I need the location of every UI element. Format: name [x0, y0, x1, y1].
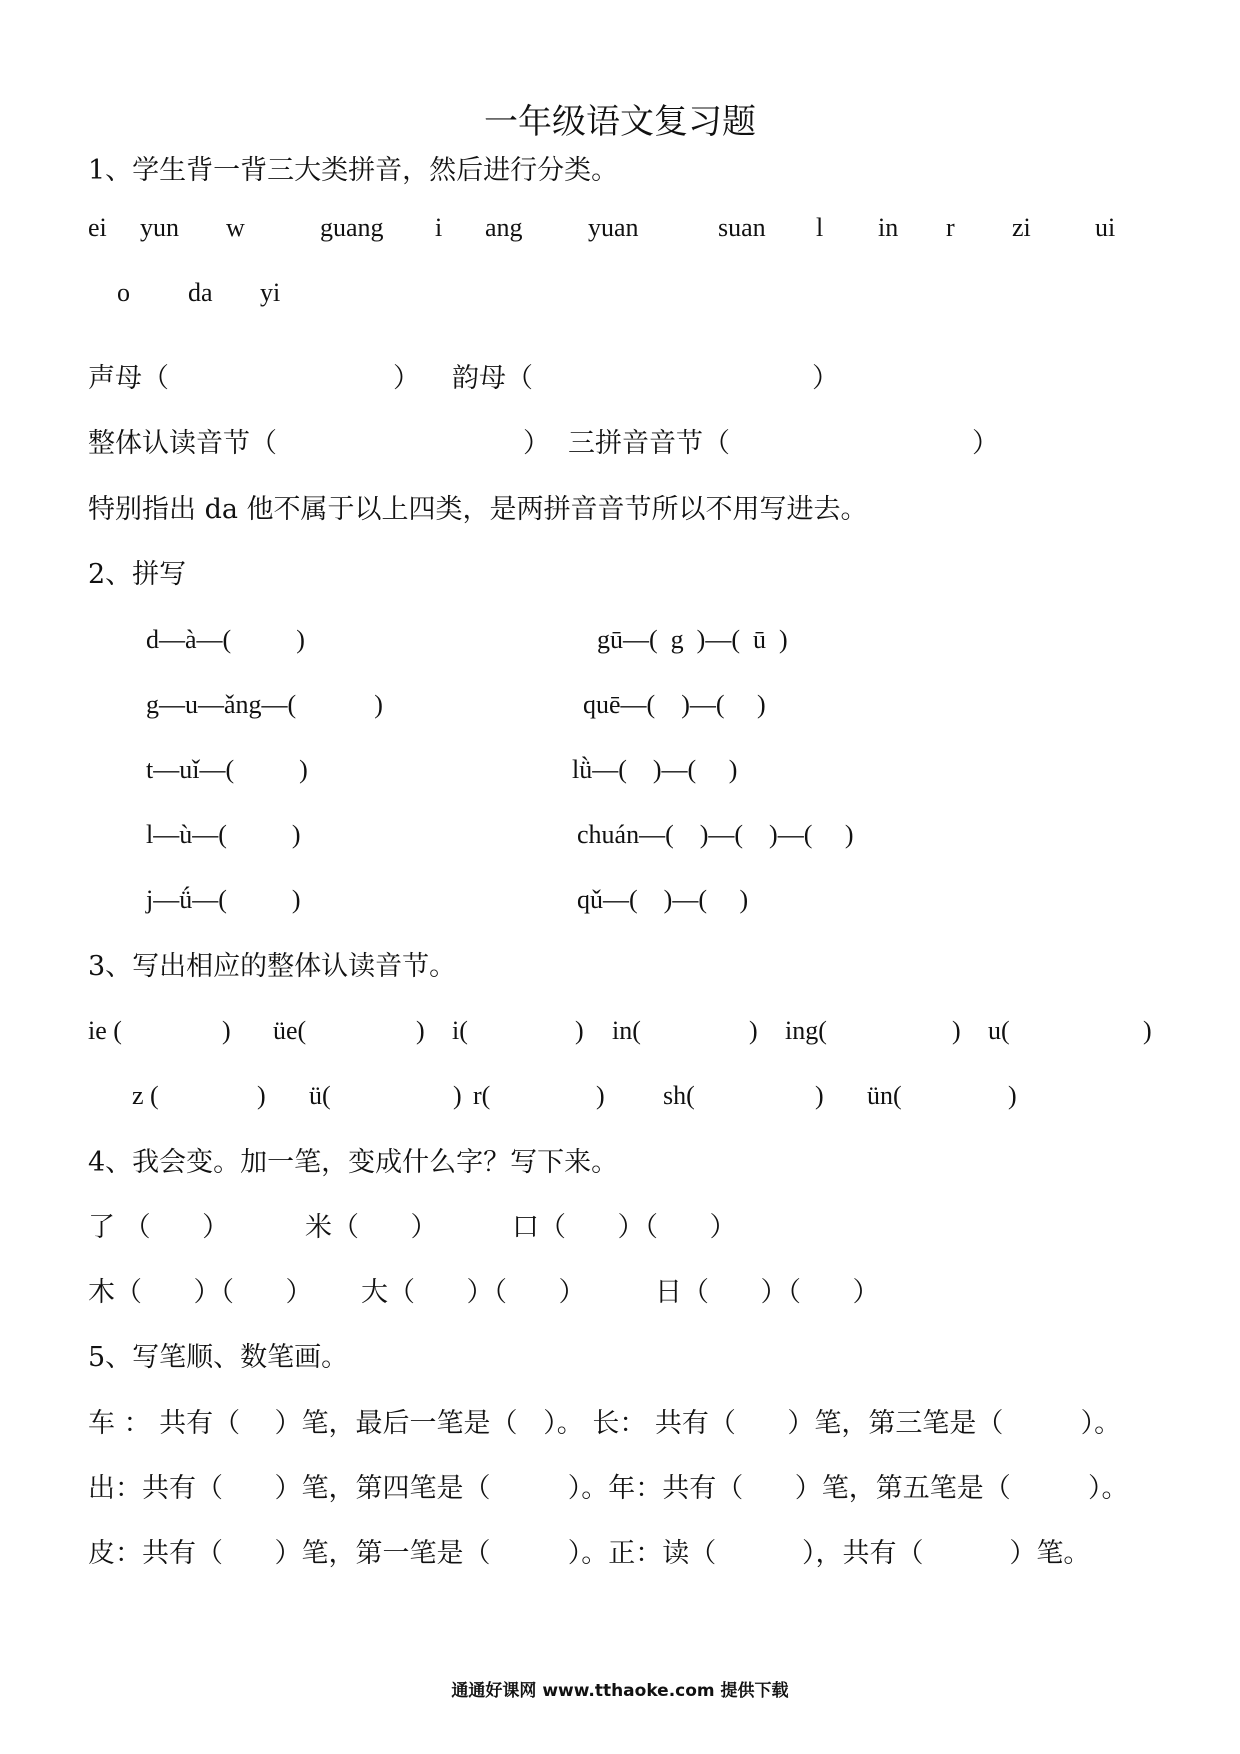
fill-item-post: ) — [1143, 1016, 1152, 1045]
syllable: guang — [320, 213, 384, 242]
fill-item-post: ) — [596, 1081, 605, 1110]
fill-item-pre: z ( — [132, 1081, 159, 1110]
q2-heading: 2、拼写 — [88, 559, 187, 590]
syllable: zi — [1012, 213, 1031, 242]
fill-item-pre: r( — [473, 1081, 491, 1110]
fill-item-pre: ing( — [785, 1016, 827, 1045]
fill-item-pre: sh( — [663, 1081, 695, 1110]
fill-item-pre: ü( — [309, 1081, 331, 1110]
spell-item: t—uǐ—( ) — [146, 755, 308, 784]
spell-item: l—ù—( ) — [146, 820, 301, 849]
fill-item-pre: in( — [612, 1016, 641, 1045]
q3-heading: 3、写出相应的整体认读音节。 — [88, 951, 457, 982]
footer-text: 通通好课网 www.tthaoke.com 提供下载 — [451, 1681, 789, 1701]
syllable: w — [226, 213, 245, 242]
sanpin-label: 三拼音音节（ — [568, 428, 730, 459]
fill-item-post: ) — [952, 1016, 961, 1045]
syllable: yuan — [588, 213, 639, 242]
char-item: 大（ ）（ ） — [361, 1277, 586, 1308]
syllable: o — [117, 278, 130, 307]
q5-heading: 5、写笔顺、数笔画。 — [88, 1342, 349, 1373]
char-item: 日（ ）（ ） — [655, 1277, 880, 1308]
fill-item-post: ) — [453, 1081, 462, 1110]
stroke-line: 车 ： 共有（ ）笔，最后一笔是（ ）。 长： 共有（ ）笔，第三笔是（ ）。 — [88, 1408, 1122, 1439]
syllable: yun — [140, 213, 179, 242]
yunmu-label: 韵母（ — [452, 363, 533, 394]
spell-item: gū—( g )—( ū ) — [597, 625, 788, 654]
zhengti-label: 整体认读音节（ — [88, 428, 277, 459]
sanpin-close: ） — [972, 428, 999, 459]
fill-item-post: ) — [257, 1081, 266, 1110]
fill-item-post: ) — [222, 1016, 231, 1045]
syllable: r — [946, 213, 955, 242]
fill-item-pre: i( — [452, 1016, 468, 1045]
spell-item: quē—( )—( ) — [583, 690, 766, 719]
spell-item: g—u—ǎng—( ) — [146, 690, 383, 719]
syllable: ei — [88, 213, 107, 242]
char-item: 木（ ）（ ） — [88, 1277, 313, 1308]
spell-item: qǔ—( )—( ) — [577, 885, 749, 914]
q1-note: 特别指出 da 他不属于以上四类，是两拼音音节所以不用写进去。 — [88, 494, 868, 525]
fill-item-post: ) — [1008, 1081, 1017, 1110]
fill-item-pre: üe( — [273, 1016, 307, 1045]
fill-item-post: ) — [416, 1016, 425, 1045]
fill-item-pre: ie ( — [88, 1016, 122, 1045]
stroke-line: 出：共有（ ）笔，第四笔是（ ）。年：共有（ ）笔，第五笔是（ ）。 — [88, 1473, 1129, 1504]
fill-item-post: ) — [575, 1016, 584, 1045]
char-item: 口（ ）（ ） — [512, 1212, 737, 1243]
syllable: ui — [1095, 213, 1116, 242]
syllable: in — [878, 213, 899, 242]
syllable: l — [816, 213, 824, 242]
q1-heading: 1、学生背一背三大类拼音，然后进行分类。 — [88, 155, 619, 186]
fill-item-post: ) — [749, 1016, 758, 1045]
spell-item: j—ǘ—( ) — [146, 885, 301, 914]
spell-item: lǜ—( )—( ) — [572, 755, 738, 784]
syllable: yi — [260, 278, 281, 307]
shengmu-label: 声母（ — [88, 363, 169, 394]
zhengti-close: ） — [523, 428, 550, 459]
yunmu-close: ） — [812, 363, 839, 394]
shengmu-close: ） — [393, 363, 420, 394]
syllable: i — [435, 213, 443, 242]
fill-item-post: ) — [815, 1081, 824, 1110]
fill-item-pre: u( — [988, 1016, 1010, 1045]
page-title: 一年级语文复习题 — [484, 102, 756, 142]
q4-heading: 4、我会变。加一笔，变成什么字？写下来。 — [88, 1147, 619, 1178]
char-item: 了 （ ） — [88, 1212, 230, 1243]
fill-item-pre: ün( — [867, 1081, 902, 1110]
spell-item: chuán—( )—( )—( ) — [577, 820, 854, 849]
spell-item: d—à—( ) — [146, 625, 305, 654]
syllable: suan — [718, 213, 766, 242]
syllable: da — [188, 278, 213, 307]
stroke-line: 皮：共有（ ）笔，第一笔是（ ）。正：读（ ），共有（ ）笔。 — [88, 1538, 1091, 1569]
syllable: ang — [485, 213, 523, 242]
char-item: 米（ ） — [305, 1212, 438, 1243]
